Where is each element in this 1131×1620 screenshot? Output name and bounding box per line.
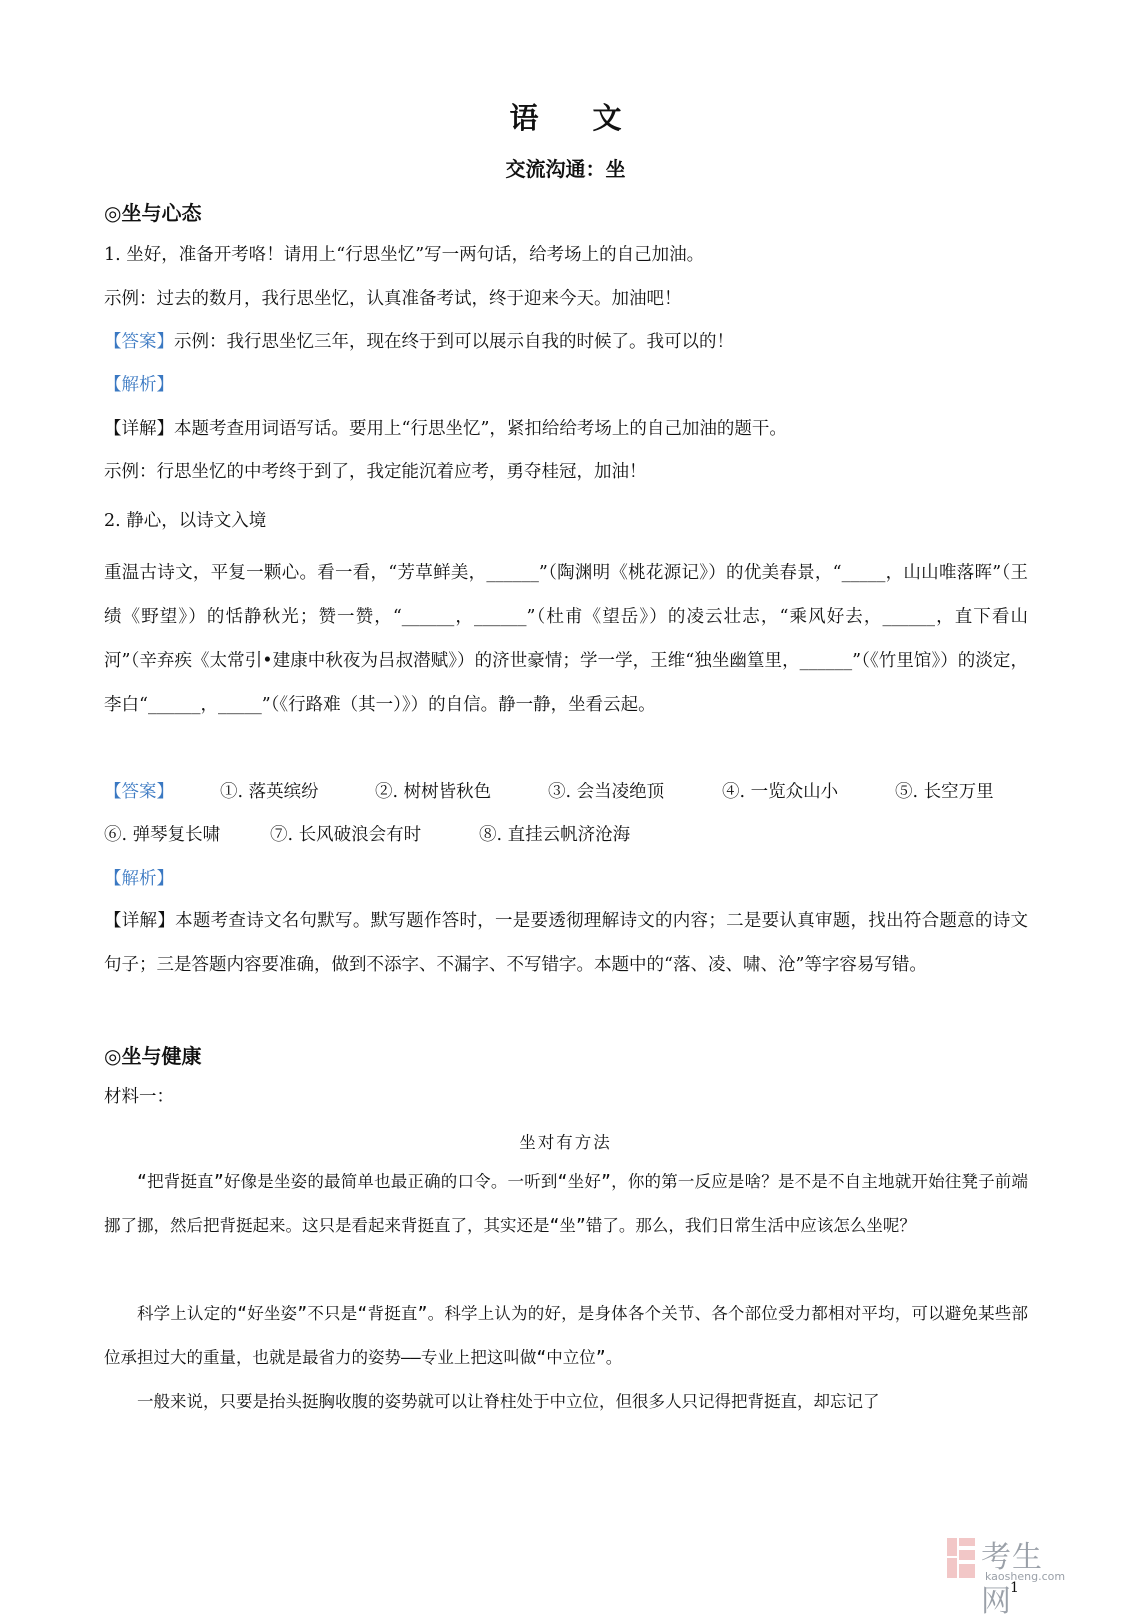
watermark — [945, 1532, 1066, 1619]
question-2-body: 重温古诗文，平复一颗心。看一看，“芳草鲜美，______”（陶渊明《桃花源记》）的优美春景，“_____，山山唯落晖”（王绩《野望》）的恬静秋光；赞一赞，“______，______”（杜甫《望岳》）的凌云壮志，“乘风好去，______，直下看山河”（辛弃疾《太常引•建康中秋夜为吕叔潜赋》）的济世豪情；学一学，王维“独坐幽篁里，______”（《竹里馆》）的淡定，李白“______，_____”（《行路难（其一）》）的自信。静一静，坐看云起。 — [104, 563, 1028, 715]
analysis-tag: 【解析】 — [104, 375, 174, 395]
watermark-text: 考生网 — [981, 1540, 1043, 1619]
article-paragraph: “把背挺直”好像是坐姿的最简单也最正确的口令。一听到“坐好”，你的第一反应是啥？是不是不自主地就开始往凳子前端挪了挪，然后把背挺起来。这只是看起来背挺直了，其实还是“坐”错了。那么，我们日常生活中应该怎么坐呢？ — [104, 1172, 1028, 1235]
material-label: 材料一： — [104, 1087, 174, 1107]
question-1-detail-example: 示例：行思坐忆的中考终于到了，我定能沉着应考，勇夺桂冠，加油！ — [104, 462, 647, 482]
question-1-detail: 【详解】本题考查用词语写话。要用上“行思坐忆”，紧扣给给考场上的自己加油的题干。 — [104, 419, 787, 439]
page-title: 语 文 — [509, 101, 644, 135]
answer-tag: 【答案】 — [104, 332, 174, 352]
section-heading-health: ◎坐与健康 — [104, 1044, 202, 1068]
answer-text: 示例：我行思坐忆三年，现在终于到可以展示自我的时候了。我可以的！ — [174, 332, 734, 352]
article-title: 坐对有方法 — [519, 1133, 612, 1152]
page-number: 1 — [1010, 1580, 1019, 1596]
watermark-url: kaosheng.com — [985, 1570, 1066, 1583]
answer-tag: 【答案】 — [104, 782, 174, 802]
question-2-detail: 【详解】本题考查诗文名句默写。默写题作答时，一是要透彻理解诗文的内容；二是要认真审题，找出符合题意的诗文句子；三是答题内容要准确，做到不添字、不漏字、不写错字。本题中的“落、凌、啸、沧”等字容易写错。 — [104, 911, 1028, 975]
article-paragraph: 一般来说，只要是抬头挺胸收腹的姿势就可以让脊柱处于中立位，但很多人只记得把背挺直，却忘记了 — [137, 1392, 880, 1411]
article-paragraph: 科学上认定的“好坐姿”不只是“背挺直”。科学上认为的好，是身体各个关节、各个部位受力都相对平均，可以避免某些部位承担过大的重量，也就是最省力的姿势——专业上把这叫做“中立位”。 — [104, 1304, 1028, 1367]
answer-item: ⑦. 长风破浪会有时 — [270, 825, 422, 845]
question-1-answer-row — [104, 328, 734, 353]
question-1-example: 示例：过去的数月，我行思坐忆，认真准备考试，终于迎来今天。加油吧！ — [104, 289, 682, 309]
answer-item: ④. 一览众山小 — [722, 782, 839, 802]
answer-item: ⑥. 弹琴复长啸 — [104, 825, 221, 845]
analysis-tag: 【解析】 — [104, 869, 174, 889]
question-1: 1. 坐好，准备开考咯！请用上“行思坐忆”写一两句话，给考场上的自己加油。 — [104, 245, 705, 265]
section-heading-mindset: ◎坐与心态 — [104, 201, 202, 225]
answer-item: ⑧. 直挂云帆济沧海 — [479, 825, 631, 845]
watermark-logo-icon — [945, 1536, 977, 1580]
question-2: 2. 静心，以诗文入境 — [104, 511, 267, 531]
answer-item: ③. 会当凌绝顶 — [548, 782, 665, 802]
answer-item: ①. 落英缤纷 — [220, 782, 319, 802]
answer-item: ⑤. 长空万里 — [895, 782, 994, 802]
answer-item: ②. 树树皆秋色 — [375, 782, 492, 802]
page-subtitle: 交流沟通：坐 — [505, 157, 626, 181]
